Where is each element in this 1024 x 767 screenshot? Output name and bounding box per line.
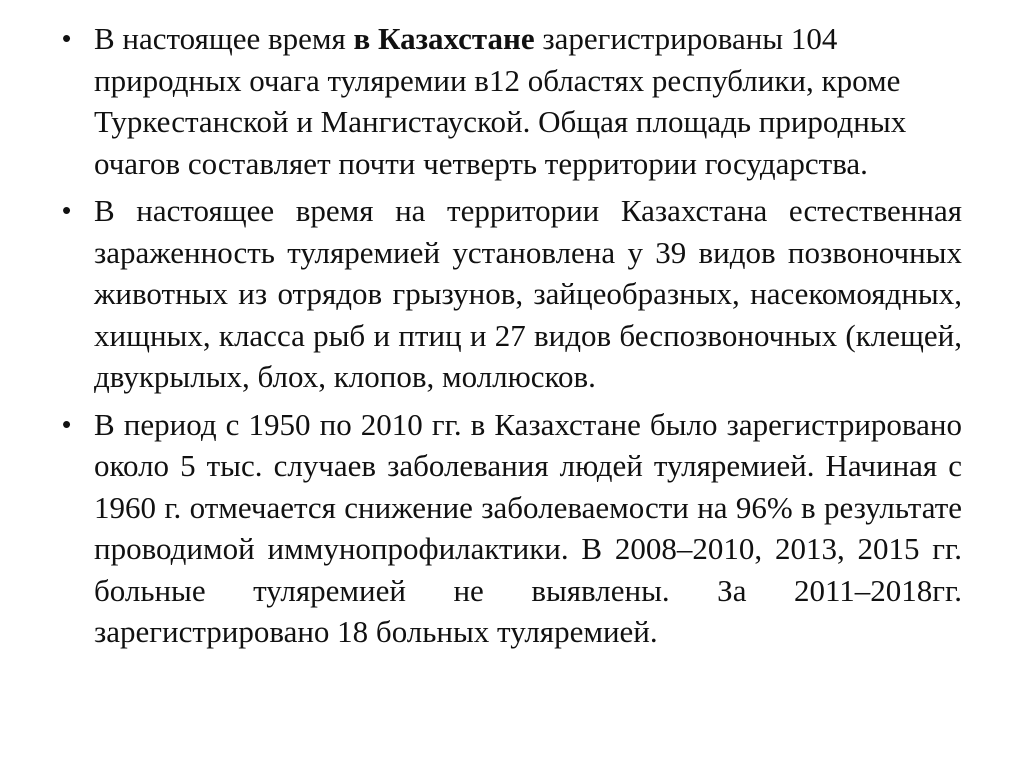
bullet-list (62, 18, 962, 659)
bullet-text: В настоящее время на территории Казахстана естественная зараженность туляремией установлена у 39 видов позвоночных животных из отрядов грызунов, зайцеобразных, насекомоядных, хищных, класса рыб и птиц и 27 видов беспозвоночных (клещей, двукрылых, блох, клопов, моллюсков. (94, 193, 962, 394)
bullet-marker: • (62, 23, 72, 53)
bullet-text-start: В настоящее время (94, 21, 354, 56)
bullet-text: В период с 1950 по 2010 гг. в Казахстане было зарегистрировано около 5 тыс. случаев заболевания людей туляремией. Начиная с 1960 г. отмечается снижение заболеваемости на 96% в результате проводимой иммунопрофилактики. В 2008–2010, 2013, 2015 гг. больные туляремией не выявлены. За 2011–2018гг. зарегистрировано 18 больных туляремией. (94, 406, 962, 649)
bullet-marker: • (62, 408, 72, 439)
bullet-item-infected-species (62, 190, 962, 398)
bullet-item-tularemia-foci (62, 18, 962, 184)
bullet-text-bold: в Казахстане (353, 21, 535, 56)
bullet-item-case-statistics (62, 404, 962, 653)
bullet-marker: • (62, 195, 72, 225)
bullet-text-rest: зарегистрированы 104 природных очага туляремии в12 областях республики, кроме Туркестанской и Мангистауской. Общая площадь природных очагов составляет почти четверть территории государства. (94, 21, 907, 181)
